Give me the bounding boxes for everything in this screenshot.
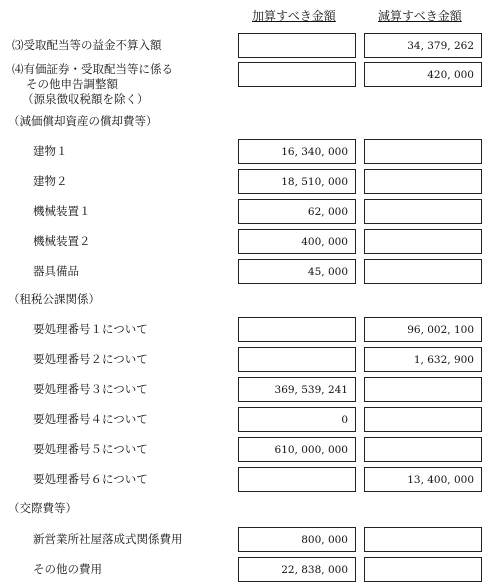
sub-amount-field[interactable] xyxy=(364,557,482,582)
row-label: 器具備品 xyxy=(33,264,79,278)
add-amount-field[interactable]: 800, 000 xyxy=(238,527,356,552)
row-label: 機械装置１ xyxy=(33,204,91,218)
add-amount-field[interactable]: 400, 000 xyxy=(238,229,356,254)
sub-amount-field[interactable] xyxy=(364,139,482,164)
item-securities-add-field[interactable] xyxy=(238,62,356,87)
header-add-amount: 加算すべき金額 xyxy=(252,9,336,23)
item-label-securities-line-1: ⑷有価証券・受取配当等に係る xyxy=(12,62,173,76)
section-title-taxes: （租税公課関係） xyxy=(8,292,100,306)
add-amount-field[interactable]: 0 xyxy=(238,407,356,432)
sub-amount-field[interactable] xyxy=(364,407,482,432)
add-amount-field[interactable] xyxy=(238,317,356,342)
row-label: 要処理番号６について xyxy=(33,472,148,486)
item-label-securities-line-2: その他申告調整額 xyxy=(26,77,118,91)
row-label: 要処理番号２について xyxy=(33,352,148,366)
row-label: 機械装置２ xyxy=(33,234,91,248)
row-label: 建物２ xyxy=(33,174,68,188)
add-amount-field[interactable]: 16, 340, 000 xyxy=(238,139,356,164)
add-amount-field[interactable]: 45, 000 xyxy=(238,259,356,284)
sub-amount-field[interactable]: 96, 002, 100 xyxy=(364,317,482,342)
add-amount-field[interactable]: 369, 539, 241 xyxy=(238,377,356,402)
add-amount-field[interactable]: 22, 838, 000 xyxy=(238,557,356,582)
section-title-entertainment: （交際費等） xyxy=(8,501,77,515)
add-amount-field[interactable]: 610, 000, 000 xyxy=(238,437,356,462)
row-label: 要処理番号５について xyxy=(33,442,148,456)
section-title-depreciation: （減価償却資産の償却費等） xyxy=(8,114,158,128)
sub-amount-field[interactable] xyxy=(364,229,482,254)
sub-amount-field[interactable]: 1, 632, 900 xyxy=(364,347,482,372)
sub-amount-field[interactable] xyxy=(364,377,482,402)
add-amount-field[interactable]: 62, 000 xyxy=(238,199,356,224)
header-subtract-amount: 減算すべき金額 xyxy=(378,9,462,23)
add-amount-field[interactable] xyxy=(238,467,356,492)
item-securities-sub-field[interactable]: 420, 000 xyxy=(364,62,482,87)
sub-amount-field[interactable]: 13, 400, 000 xyxy=(364,467,482,492)
item-label-securities-line-3: （源泉徴収税額を除く） xyxy=(22,92,149,106)
row-label: 建物１ xyxy=(33,144,68,158)
row-label: その他の費用 xyxy=(33,562,102,576)
row-label: 要処理番号３について xyxy=(33,382,148,396)
add-amount-field[interactable] xyxy=(238,347,356,372)
item-dividend-exclusion-add-field[interactable] xyxy=(238,33,356,58)
sub-amount-field[interactable] xyxy=(364,259,482,284)
sub-amount-field[interactable] xyxy=(364,437,482,462)
item-label-dividend-exclusion: ⑶受取配当等の益金不算入額 xyxy=(12,38,162,52)
item-dividend-exclusion-sub-field[interactable]: 34, 379, 262 xyxy=(364,33,482,58)
row-label: 新営業所社屋落成式関係費用 xyxy=(33,532,183,546)
row-label: 要処理番号１について xyxy=(33,322,148,336)
sub-amount-field[interactable] xyxy=(364,169,482,194)
row-label: 要処理番号４について xyxy=(33,412,148,426)
add-amount-field[interactable]: 18, 510, 000 xyxy=(238,169,356,194)
sub-amount-field[interactable] xyxy=(364,199,482,224)
sub-amount-field[interactable] xyxy=(364,527,482,552)
